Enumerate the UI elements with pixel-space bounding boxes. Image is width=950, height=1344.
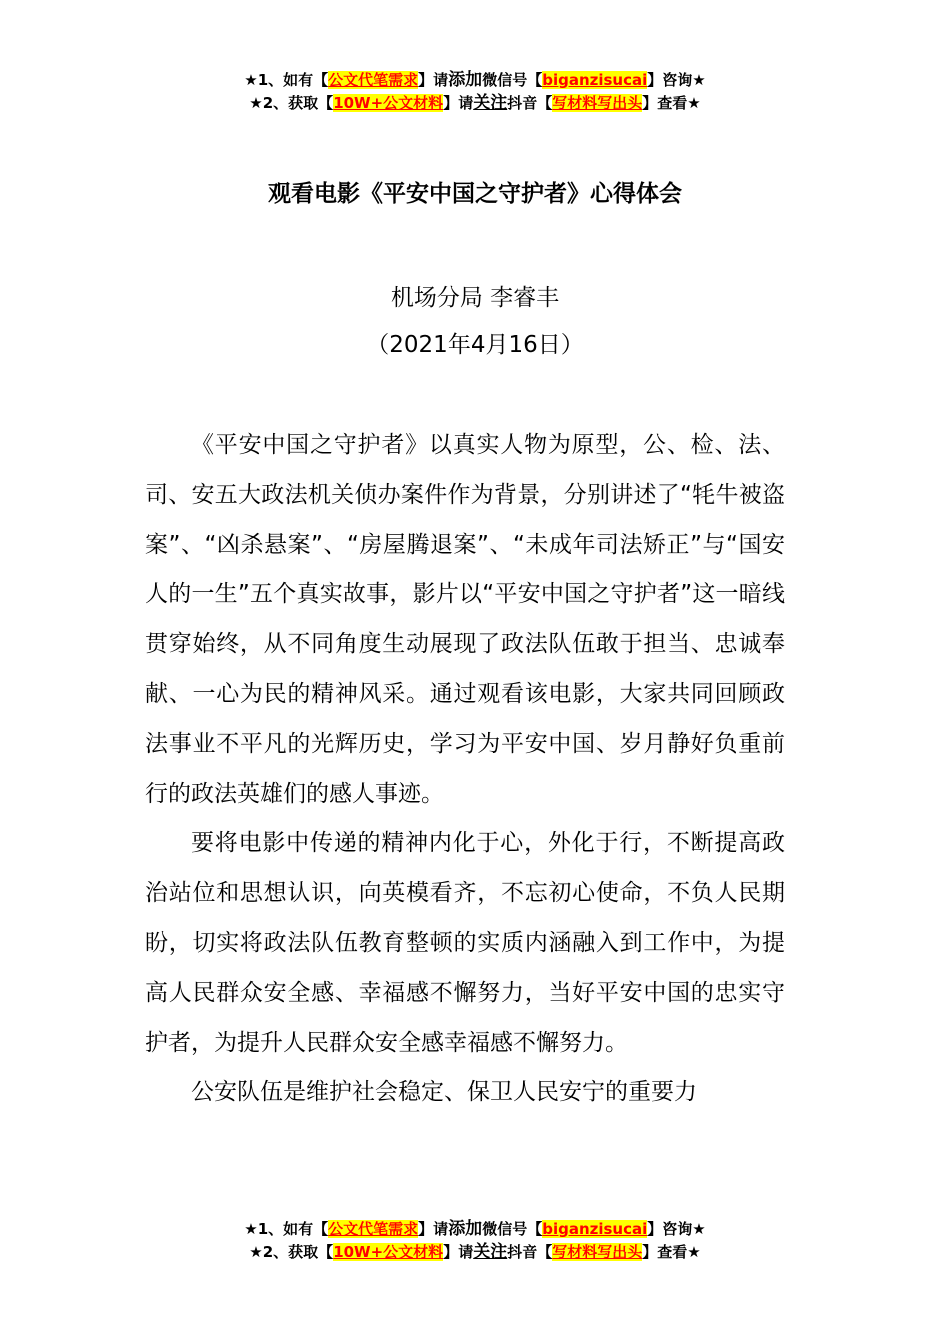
promo-emphasis: 添加 xyxy=(448,1219,483,1239)
promo-line-2 xyxy=(0,1241,950,1264)
document-author: 机场分局 李睿丰 xyxy=(390,285,560,311)
promo-highlight: 写材料写出头 xyxy=(552,94,643,112)
promo-text: ★1、如有【 xyxy=(244,1220,329,1238)
promo-banner-top xyxy=(0,69,950,115)
promo-highlight: 公文代笔需求 xyxy=(328,71,419,89)
promo-text: 】查看★ xyxy=(642,1243,701,1261)
promo-text: ★2、获取【 xyxy=(249,94,334,112)
promo-text: 】查看★ xyxy=(642,94,701,112)
promo-text: 抖音【 xyxy=(507,1243,553,1261)
promo-emphasis: 添加 xyxy=(448,70,483,90)
promo-highlight: 10W+公文材料 xyxy=(333,1243,444,1261)
promo-highlight: 写材料写出头 xyxy=(552,1243,643,1261)
promo-banner-bottom xyxy=(0,1218,950,1264)
promo-text: 微信号【 xyxy=(482,71,543,89)
promo-text: 】咨询★ xyxy=(647,71,706,89)
document-body xyxy=(145,421,785,1118)
body-paragraph: 公安队伍是维护社会稳定、保卫人民安宁的重要力 xyxy=(191,1079,697,1106)
promo-text: 抖音【 xyxy=(507,94,553,112)
document-title: 观看电影《平安中国之守护者》心得体会 xyxy=(268,181,682,207)
promo-highlight: biganzisucai xyxy=(542,71,648,89)
body-paragraph: 《平安中国之守护者》以真实人物为原型，公、检、法、司、安五大政法机关侦办案件作为背景，分别讲述了“牦牛被盗案”、“凶杀悬案”、“房屋腾退案”、“未成年司法矫正”与“国安人的一生”五个真实故事，影片以“平安中国之守护者”这一暗线贯穿始终，从不同角度生动展现了政法队伍敢于担当、忠诚奉献、一心为民的精神风采。通过观看该电影，大家共同回顾政法事业不平凡的光辉历史，学习为平安中国、岁月静好负重前行的政法英雄们的感人事迹。 xyxy=(145,432,785,807)
promo-emphasis: 关注 xyxy=(473,93,508,113)
promo-text: 】请 xyxy=(443,1243,474,1261)
promo-emphasis: 关注 xyxy=(473,1242,508,1262)
promo-highlight: 公文代笔需求 xyxy=(328,1220,419,1238)
promo-text: 】请 xyxy=(418,71,449,89)
promo-text: ★2、获取【 xyxy=(249,1243,334,1261)
document-date: （2021年4月16日） xyxy=(366,332,584,358)
promo-text: 】请 xyxy=(443,94,474,112)
promo-text: 】请 xyxy=(418,1220,449,1238)
promo-line-1 xyxy=(0,1218,950,1241)
promo-text: 微信号【 xyxy=(482,1220,543,1238)
promo-text: ★1、如有【 xyxy=(244,71,329,89)
promo-highlight: 10W+公文材料 xyxy=(333,94,444,112)
promo-line-1 xyxy=(0,69,950,92)
body-paragraph: 要将电影中传递的精神内化于心，外化于行，不断提高政治站位和思想认识，向英模看齐，不忘初心使命，不负人民期盼，切实将政法队伍教育整顿的实质内涵融入到工作中，为提高人民群众安全感、幸福感不懈努力，当好平安中国的忠实守护者，为提升人民群众安全感幸福感不懈努力。 xyxy=(145,830,785,1056)
promo-text: 】咨询★ xyxy=(647,1220,706,1238)
promo-highlight: biganzisucai xyxy=(542,1220,648,1238)
promo-line-2 xyxy=(0,92,950,115)
